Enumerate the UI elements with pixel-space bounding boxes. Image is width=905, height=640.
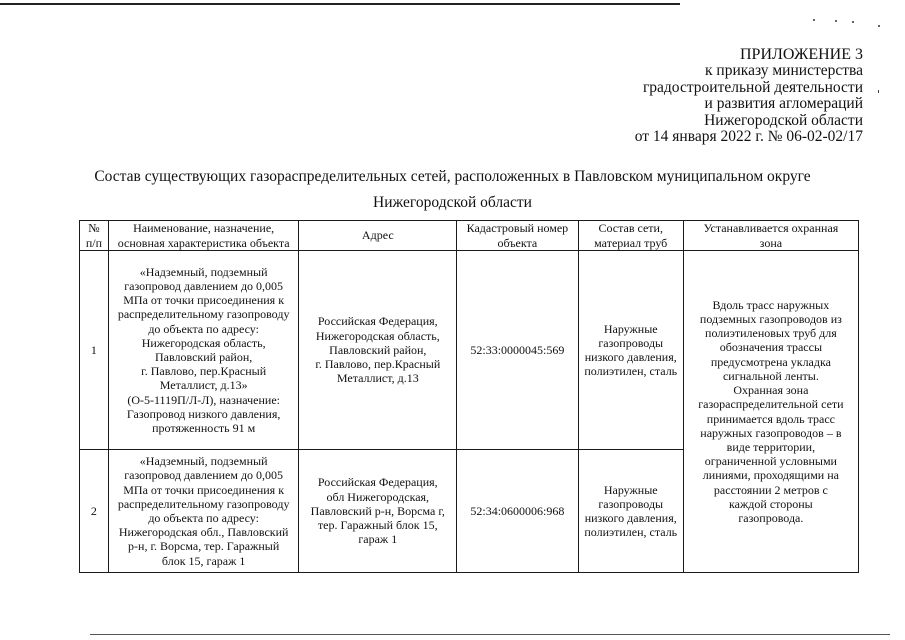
cell-line: Наружные: [603, 321, 658, 336]
cell-line: Павловский район,: [155, 350, 253, 364]
header-text: зона: [759, 235, 783, 250]
header-text: п/п: [85, 235, 103, 250]
cell-line: Павловский р-н, Ворсма г,: [310, 503, 445, 518]
scan-top-border: [0, 3, 680, 5]
cell-line: распределительному газопроводу: [117, 496, 290, 511]
cell-line: г. Павлово, пер.Красный: [141, 364, 267, 379]
header-address: [299, 221, 457, 251]
cell-line: до объекта по адресу:: [148, 511, 259, 525]
header-text: основная характеристика объекта: [117, 235, 290, 250]
cell-line: Охранная зона: [733, 383, 809, 398]
appendix-line: к приказу министерства: [705, 62, 863, 80]
table-row: [80, 251, 859, 450]
cell-line: наружных газопроводов – в: [700, 425, 842, 440]
appendix-line: градостроительной деятельности: [642, 78, 863, 96]
cell-line: газораспределительной сети: [698, 397, 844, 412]
cell-line: линиями, проходящими на: [702, 468, 839, 483]
cadastral-number-cell: 52:34:0600006:968: [457, 450, 579, 573]
scan-speck: [878, 25, 880, 27]
cell-line: обл Нижегородская,: [326, 489, 430, 504]
header-composition: [578, 221, 683, 251]
cell-line: Нижегородская область,: [141, 335, 266, 350]
cell-line: низкого давления,: [584, 511, 677, 525]
scan-speck: [835, 20, 837, 22]
cell-line: блок 15, гараж 1: [161, 553, 246, 568]
composition-cell: [578, 251, 683, 450]
cell-line: газопровода.: [738, 510, 804, 525]
cell-line: МПа от точки присоединения к: [123, 482, 285, 497]
appendix-line: Нижегородской области: [704, 111, 863, 129]
cell-line: Наружные: [603, 482, 658, 497]
header-text: Кадастровый номер: [466, 221, 569, 236]
cell-line: «Надземный, подземный: [139, 264, 268, 279]
header-zone: [683, 221, 858, 251]
cell-line: газопровод давлением до 0,005: [124, 468, 284, 483]
cell-line: подземных газопроводов из: [699, 312, 842, 327]
cell-line: полиэтилен, сталь: [584, 525, 678, 540]
composition-cell: [578, 450, 683, 573]
document-title-line2: Нижегородской области: [373, 194, 532, 211]
address-cell: [299, 251, 457, 450]
address-cell: [299, 450, 457, 573]
cell-line: Павловский район,: [329, 342, 427, 357]
cell-line: виде территории,: [726, 439, 816, 454]
header-text: объекта: [497, 235, 538, 250]
cell-line: газопроводы: [598, 335, 664, 350]
cell-line: обозначения трассы: [719, 340, 823, 355]
cell-line: принимается вдоль трасс: [706, 411, 835, 426]
cell-line: газопроводы: [598, 496, 664, 511]
cell-line: Вдоль трасс наружных: [712, 297, 830, 312]
appendix-line: и развития агломераций: [704, 95, 863, 113]
object-name-cell: [108, 251, 299, 450]
scan-speck: [813, 19, 815, 21]
cell-line: г. Павлово, пер.Красный: [315, 357, 441, 372]
cell-line: полиэтиленовых труб для: [705, 326, 837, 341]
cell-line: «Надземный, подземный: [139, 454, 268, 469]
header-text: №: [88, 221, 100, 236]
row-number: 2: [80, 450, 109, 573]
cell-line: до объекта по адресу:: [148, 321, 259, 336]
cell-line: предусмотрена укладка: [710, 354, 831, 369]
cell-line: низкого давления,: [584, 350, 677, 364]
cell-line: Нижегородская область,: [315, 328, 440, 343]
header-text: Адрес: [361, 228, 394, 243]
cell-line: газопровод давлением до 0,005: [124, 278, 284, 293]
cell-line: расстоянии 2 метров с: [713, 482, 828, 497]
header-text: Состав сети,: [598, 221, 663, 236]
header-num: [80, 221, 109, 251]
header-cadastral: [457, 221, 579, 251]
appendix-title: ПРИЛОЖЕНИЕ 3: [739, 46, 863, 63]
cell-line: полиэтилен, сталь: [584, 364, 678, 379]
cell-line: Металлист, д.13: [336, 371, 419, 386]
object-name-cell: [108, 450, 299, 573]
cell-line: протяженность 91 м: [152, 421, 256, 436]
header-name: [108, 221, 299, 251]
cell-line: распределительному газопроводу: [117, 307, 290, 322]
cell-line: ограниченной условными: [704, 454, 837, 469]
cell-line: Нижегородская обл., Павловский: [118, 525, 289, 540]
scan-bottom-border: [90, 634, 890, 635]
cell-line: р-н, г. Ворсма, тер. Гаражный: [128, 539, 280, 554]
protection-zone-cell: [683, 251, 858, 573]
header-text: Наименование, назначение,: [133, 221, 275, 236]
document-title-line1: Состав существующих газораспределительных сетей, расположенных в Павловском муниципальном округе: [94, 168, 811, 185]
cell-line: Металлист, д.13»: [159, 378, 248, 393]
cell-line: Газопровод низкого давления,: [126, 406, 281, 421]
header-text: материал труб: [594, 235, 668, 250]
appendix-block: [503, 47, 863, 145]
cell-line: Российская Федерация,: [317, 314, 438, 329]
cadastral-number-cell: 52:33:0000045:569: [457, 251, 579, 450]
cell-line: каждой стороны: [729, 496, 813, 511]
appendix-line: от 14 января 2022 г. № 06-02-02/17: [634, 128, 863, 146]
header-text: Устанавливается охранная: [703, 221, 839, 236]
gas-network-table: [79, 220, 859, 573]
scan-speck: [878, 90, 879, 93]
row-number: 1: [80, 251, 109, 450]
cell-line: тер. Гаражный блок 15,: [317, 518, 438, 533]
cell-line: сигнальной ленты.: [722, 368, 819, 383]
table-header-row: [80, 221, 859, 251]
cell-line: МПа от точки присоединения к: [123, 293, 285, 308]
cell-line: Российская Федерация,: [317, 475, 438, 490]
cell-line: гараж 1: [358, 532, 398, 547]
cell-line: (О-5-1119П/Л-Л), назначение:: [127, 392, 280, 407]
scan-speck: [852, 21, 854, 23]
